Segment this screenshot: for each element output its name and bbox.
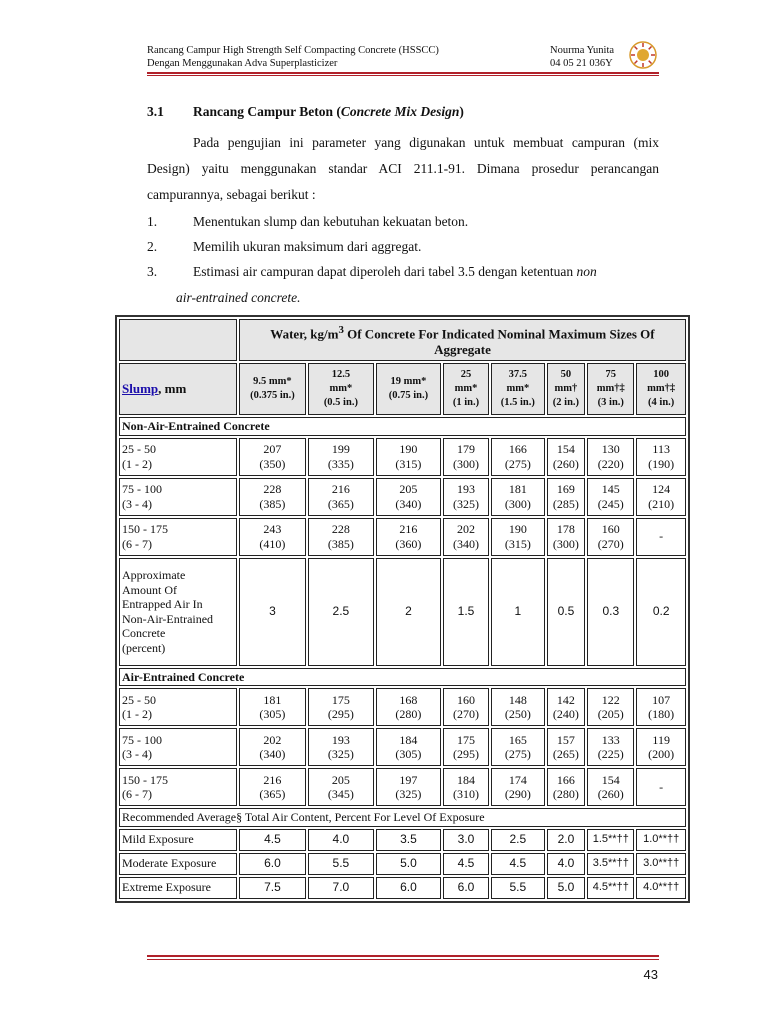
- cell-line: (270): [453, 707, 480, 721]
- table-row: [119, 728, 686, 766]
- exposure-label: Mild Exposure: [119, 829, 237, 851]
- exposure-value: 1.0**††: [636, 829, 686, 851]
- cell-line: 199: [331, 442, 350, 456]
- intro-paragraph: [147, 130, 659, 208]
- cell-line: mm†‡: [647, 383, 676, 394]
- water-value-cell: [376, 438, 441, 476]
- list-number: 2.: [147, 239, 158, 254]
- section-title-text: Rancang Campur Beton (: [193, 104, 341, 119]
- water-value-cell: [636, 768, 686, 806]
- cell-line: 50: [560, 369, 572, 380]
- water-value-cell: [547, 688, 586, 726]
- cell-line: 205: [399, 482, 418, 496]
- header-rule-thin: [147, 75, 659, 76]
- exposure-value: 2.5: [491, 829, 545, 851]
- exposure-value: 3.5: [376, 829, 441, 851]
- exposure-value: 3.5**††: [587, 853, 634, 875]
- water-value-cell: [587, 478, 634, 516]
- cell-line: (340): [395, 496, 422, 511]
- cell-line: (365): [327, 496, 354, 511]
- cell-line: 124: [652, 482, 671, 496]
- entrapped-air-value: 0.2: [636, 558, 686, 666]
- section-title: [193, 104, 464, 120]
- cell-line: 169: [556, 482, 575, 496]
- cell-line: 216: [399, 522, 418, 536]
- water-value-cell: [308, 688, 374, 726]
- exposure-value: 1.5**††: [587, 829, 634, 851]
- cell-line: (265): [552, 747, 579, 761]
- water-value-cell: [443, 478, 489, 516]
- cell-line: 142: [556, 692, 575, 707]
- exposure-value: 4.5**††: [587, 877, 634, 899]
- header-title: [147, 44, 439, 70]
- exposure-value: 5.0: [376, 853, 441, 875]
- entrapped-air-value: 3: [239, 558, 306, 666]
- cell-line: 202: [457, 522, 476, 536]
- exposure-value: 7.5: [239, 877, 306, 899]
- header-rule: [147, 72, 659, 74]
- size-header: [636, 363, 686, 415]
- list-text-continuation: air-entrained concrete.: [176, 290, 301, 305]
- water-value-cell: [239, 478, 306, 516]
- cell-line: (260): [597, 787, 624, 801]
- size-header: [547, 363, 586, 415]
- cell-line: 157: [556, 732, 575, 747]
- list-text: [193, 264, 597, 280]
- cell-line: (360): [395, 536, 422, 551]
- page-number: 43: [643, 967, 658, 982]
- cell-line: (350): [259, 456, 286, 471]
- exposure-value: 4.0**††: [636, 877, 686, 899]
- water-value-cell: [491, 438, 545, 476]
- list-text-plain: Estimasi air campuran dapat diperoleh dari tabel 3.5 dengan ketentuan: [193, 264, 577, 279]
- section-title-italic: Concrete Mix Design: [340, 104, 460, 119]
- water-value-cell: [443, 728, 489, 766]
- exposure-value: 6.0: [443, 877, 489, 899]
- cell-line: (300): [552, 536, 579, 551]
- cell-line: 113: [652, 442, 670, 456]
- cell-line: 25 - 50: [122, 692, 156, 707]
- cell-line: Concrete: [122, 626, 166, 640]
- cell-line: (310): [453, 787, 480, 801]
- cell-line: (325): [453, 496, 480, 511]
- cell-line: (385): [327, 536, 354, 551]
- exposure-value: 4.5: [443, 853, 489, 875]
- cell-line: 166: [556, 772, 575, 787]
- slump-unit: , mm: [158, 380, 187, 396]
- cell-line: 216: [263, 772, 282, 787]
- cell-line: (6 - 7): [122, 536, 152, 551]
- exposure-value: 4.0: [308, 829, 374, 851]
- cell-line: 119: [652, 732, 670, 747]
- water-value-cell: [376, 768, 441, 806]
- table-row: [119, 438, 686, 476]
- list-text-italic: non: [576, 264, 597, 279]
- cell-line: 205: [331, 772, 350, 787]
- cell-line: 193: [331, 732, 350, 747]
- cell-line: 25 - 50: [122, 442, 156, 456]
- water-value-cell: [376, 518, 441, 556]
- cell-line: 243: [263, 522, 282, 536]
- cell-line: 190: [508, 522, 527, 536]
- water-value-cell: [443, 768, 489, 806]
- entrapped-air-value: 2.5: [308, 558, 374, 666]
- cell-line: 181: [508, 482, 527, 496]
- exposure-value: 6.0: [376, 877, 441, 899]
- exposure-label: Extreme Exposure: [119, 877, 237, 899]
- water-value-cell: [308, 518, 374, 556]
- water-value-cell: [547, 728, 586, 766]
- cell-value: -: [659, 779, 664, 794]
- section-number: 3.1: [147, 104, 164, 119]
- water-value-cell: [239, 438, 306, 476]
- size-header: [587, 363, 634, 415]
- exposure-value: 2.0: [547, 829, 586, 851]
- cell-line: (305): [259, 707, 286, 721]
- water-value-cell: [491, 478, 545, 516]
- cell-line: 12.5: [331, 369, 351, 380]
- cell-line: (315): [395, 456, 422, 471]
- cell-line: (4 in.): [648, 397, 675, 408]
- cell-line: (300): [453, 456, 480, 471]
- cell-line: mm*: [506, 383, 530, 394]
- exposure-value: 5.0: [547, 877, 586, 899]
- header-title-line1: Rancang Campur High Strength Self Compacting Concrete (HSSCC): [147, 45, 439, 56]
- slump-range-cell: [119, 768, 237, 806]
- water-value-cell: [443, 518, 489, 556]
- intro-paragraph-text: Pada pengujian ini parameter yang digunakan untuk membuat campuran (mix Design) yaitu menggunakan standar ACI 211.1-91. Dimana prosedur perancangan campurannya, sebagai berikut :: [147, 135, 659, 202]
- exposure-value: 3.0**††: [636, 853, 686, 875]
- list-text: Menentukan slump dan kebutuhan kekuatan beton.: [193, 214, 469, 229]
- cell-line: (210): [648, 496, 675, 511]
- cell-line: 184: [399, 732, 418, 747]
- cell-line: 25: [460, 369, 472, 380]
- table-corner-cell: [119, 319, 237, 361]
- cell-line: (205): [597, 707, 624, 721]
- cell-line: (200): [648, 747, 675, 761]
- size-header: [239, 363, 306, 415]
- author-name: Nourma Yunita: [550, 45, 615, 56]
- exposure-value: 6.0: [239, 853, 306, 875]
- cell-line: 75 - 100: [122, 482, 162, 496]
- slump-range-cell: [119, 438, 237, 476]
- cell-line: 75 - 100: [122, 732, 162, 747]
- cell-line: 122: [601, 692, 620, 707]
- cell-line: 75: [605, 369, 617, 380]
- cell-line: 193: [457, 482, 476, 496]
- water-value-cell: [239, 518, 306, 556]
- cell-line: Non-Air-Entrained: [122, 611, 214, 626]
- cell-line: (0.75 in.): [388, 390, 429, 401]
- student-id: 04 05 21 036Y: [550, 58, 613, 69]
- cell-line: (340): [259, 747, 286, 761]
- footer-rule: [147, 955, 659, 957]
- cell-line: (280): [395, 707, 422, 721]
- cell-line: (295): [327, 707, 354, 721]
- cell-line: 207: [263, 442, 282, 456]
- size-header: [443, 363, 489, 415]
- water-value-cell: [443, 438, 489, 476]
- cell-line: 37.5: [508, 369, 528, 380]
- size-header: [308, 363, 374, 415]
- exposure-label: Moderate Exposure: [119, 853, 237, 875]
- cell-line: 166: [508, 442, 527, 456]
- cell-line: (285): [552, 496, 579, 511]
- cell-line: (3 - 4): [122, 747, 152, 761]
- water-value-cell: [587, 688, 634, 726]
- cell-line: (250): [504, 707, 531, 721]
- water-value-cell: [547, 438, 586, 476]
- cell-line: Entrapped Air In: [122, 597, 203, 611]
- cell-line: (1 - 2): [122, 456, 152, 471]
- table-row: [119, 688, 686, 726]
- cell-line: (190): [648, 456, 675, 471]
- header-author: [550, 44, 614, 70]
- entrapped-air-value: 0.5: [547, 558, 586, 666]
- section-title-close: ): [459, 104, 464, 119]
- water-value-cell: [547, 768, 586, 806]
- slump-header: [119, 363, 237, 415]
- water-value-cell: [376, 478, 441, 516]
- air-entrained-label: Air-Entrained Concrete: [119, 668, 686, 687]
- cell-line: (240): [552, 707, 579, 721]
- exposure-value: 4.0: [547, 853, 586, 875]
- cell-line: (340): [453, 536, 480, 551]
- cell-line: (325): [327, 747, 354, 761]
- size-header: [376, 363, 441, 415]
- cell-line: 9.5 mm*: [253, 376, 292, 387]
- water-value-cell: [547, 518, 586, 556]
- cell-line: 150 - 175: [122, 772, 168, 787]
- cell-line: (290): [504, 787, 531, 801]
- water-value-cell: [239, 728, 306, 766]
- water-value-cell: [636, 688, 686, 726]
- table-title-rest: Of Concrete For Indicated Nominal Maximum Sizes Of Aggregate: [343, 326, 655, 358]
- slump-link[interactable]: Slump: [122, 380, 159, 396]
- cell-line: 160: [601, 522, 620, 536]
- cell-line: (220): [597, 456, 624, 471]
- slump-range-cell: [119, 518, 237, 556]
- water-value-cell: [376, 688, 441, 726]
- recommended-air-label: Recommended Average§ Total Air Content, Percent For Level Of Exposure: [119, 808, 686, 827]
- entrapped-air-value: 1: [491, 558, 545, 666]
- cell-line: 175: [457, 732, 476, 747]
- footer-rule-thin: [147, 959, 659, 960]
- cell-line: 181: [263, 692, 282, 707]
- cell-line: 150 - 175: [122, 522, 168, 536]
- cell-line: Approximate: [122, 568, 186, 582]
- table-row: [119, 518, 686, 556]
- table-row: [119, 478, 686, 516]
- mix-design-table: [115, 315, 690, 903]
- cell-line: mm†‡: [596, 383, 625, 394]
- water-value-cell: [308, 768, 374, 806]
- exposure-value: 5.5: [308, 853, 374, 875]
- cell-line: 165: [508, 732, 527, 747]
- cell-line: 145: [601, 482, 620, 496]
- cell-line: 197: [399, 772, 418, 787]
- cell-line: 148: [508, 692, 527, 707]
- cell-line: (280): [552, 787, 579, 801]
- cell-line: 154: [556, 442, 575, 456]
- cell-line: 175: [331, 692, 350, 707]
- cell-line: 174: [508, 772, 527, 787]
- cell-line: (2 in.): [552, 397, 580, 408]
- exposure-value: 4.5: [239, 829, 306, 851]
- water-value-cell: [587, 438, 634, 476]
- cell-line: (1.5 in.): [500, 397, 535, 408]
- cell-line: (270): [597, 536, 624, 551]
- cell-line: (3 - 4): [122, 496, 152, 511]
- cell-line: 178: [556, 522, 575, 536]
- cell-line: 19 mm*: [390, 376, 427, 387]
- cell-line: 228: [331, 522, 350, 536]
- cell-line: (275): [504, 456, 531, 471]
- water-value-cell: [491, 518, 545, 556]
- entrapped-air-value: 0.3: [587, 558, 634, 666]
- list-number: 1.: [147, 214, 158, 229]
- cell-line: 228: [263, 482, 282, 496]
- cell-line: 216: [331, 482, 350, 496]
- cell-line: 202: [263, 732, 282, 747]
- cell-line: (410): [259, 536, 286, 551]
- table-title-text: Water, kg/m: [270, 326, 339, 342]
- cell-line: (0.375 in.): [250, 390, 295, 401]
- cell-line: (365): [259, 787, 286, 801]
- cell-line: Amount Of: [122, 582, 177, 597]
- water-value-cell: [587, 728, 634, 766]
- cell-line: (1 - 2): [122, 707, 152, 721]
- entrapped-air-value: 1.5: [443, 558, 489, 666]
- water-value-cell: [547, 478, 586, 516]
- cell-line: 184: [457, 772, 476, 787]
- exposure-row: [119, 853, 686, 875]
- slump-range-cell: [119, 728, 237, 766]
- table-row: [119, 768, 686, 806]
- cell-line: 168: [399, 692, 418, 707]
- water-value-cell: [587, 768, 634, 806]
- cell-line: (260): [552, 456, 579, 471]
- water-value-cell: [491, 688, 545, 726]
- cell-line: mm*: [454, 383, 478, 394]
- cell-line: 100: [653, 369, 670, 380]
- cell-line: (385): [259, 496, 286, 511]
- slump-range-cell: [119, 688, 237, 726]
- cell-line: (305): [395, 747, 422, 761]
- cell-value: -: [659, 529, 664, 544]
- cell-line: (345): [327, 787, 354, 801]
- cell-line: 190: [399, 442, 418, 456]
- water-value-cell: [308, 478, 374, 516]
- cell-line: 133: [601, 732, 620, 747]
- water-value-cell: [636, 518, 686, 556]
- cell-line: (315): [504, 536, 531, 551]
- table-title: [239, 319, 686, 361]
- cell-line: (245): [597, 496, 624, 511]
- cell-line: (225): [597, 747, 624, 761]
- slump-range-cell: [119, 478, 237, 516]
- water-value-cell: [491, 768, 545, 806]
- cell-line: (0.5 in.): [323, 397, 358, 408]
- water-value-cell: [376, 728, 441, 766]
- cell-line: (335): [327, 456, 354, 471]
- exposure-value: 7.0: [308, 877, 374, 899]
- cell-line: (325): [395, 787, 422, 801]
- cell-line: 179: [457, 442, 476, 456]
- cell-line: (295): [453, 747, 480, 761]
- size-header: [491, 363, 545, 415]
- entrapped-air-label: [119, 558, 237, 666]
- exposure-value: 3.0: [443, 829, 489, 851]
- cell-line: 160: [457, 692, 476, 707]
- water-value-cell: [636, 438, 686, 476]
- cell-line: (percent): [122, 640, 166, 655]
- water-value-cell: [308, 728, 374, 766]
- non-air-entrained-label: Non-Air-Entrained Concrete: [119, 417, 686, 436]
- cell-line: 130: [601, 442, 620, 456]
- list-number: 3.: [147, 264, 158, 279]
- list-text: Memilih ukuran maksimum dari aggregat.: [193, 239, 422, 254]
- university-logo-icon: [628, 40, 658, 70]
- cell-line: (275): [504, 747, 531, 761]
- exposure-value: 5.5: [491, 877, 545, 899]
- cell-line: (6 - 7): [122, 787, 152, 801]
- exposure-value: 4.5: [491, 853, 545, 875]
- exposure-row: [119, 877, 686, 899]
- cell-line: 107: [652, 692, 671, 707]
- entrapped-air-value: 2: [376, 558, 441, 666]
- water-value-cell: [308, 438, 374, 476]
- cell-line: (3 in.): [597, 397, 624, 408]
- cell-line: mm*: [329, 383, 353, 394]
- water-value-cell: [443, 688, 489, 726]
- water-value-cell: [491, 728, 545, 766]
- header-title-line2: Dengan Menggunakan Adva Superplasticizer: [147, 58, 338, 69]
- water-value-cell: [636, 478, 686, 516]
- water-value-cell: [587, 518, 634, 556]
- cell-line: mm†: [554, 383, 578, 394]
- cell-line: (300): [504, 496, 531, 511]
- water-value-cell: [239, 688, 306, 726]
- water-value-cell: [636, 728, 686, 766]
- cell-line: (180): [648, 707, 675, 721]
- exposure-row: [119, 829, 686, 851]
- table-title-superscript: 3: [338, 323, 344, 336]
- water-value-cell: [239, 768, 306, 806]
- cell-line: 154: [601, 772, 620, 787]
- cell-line: (1 in.): [452, 397, 480, 408]
